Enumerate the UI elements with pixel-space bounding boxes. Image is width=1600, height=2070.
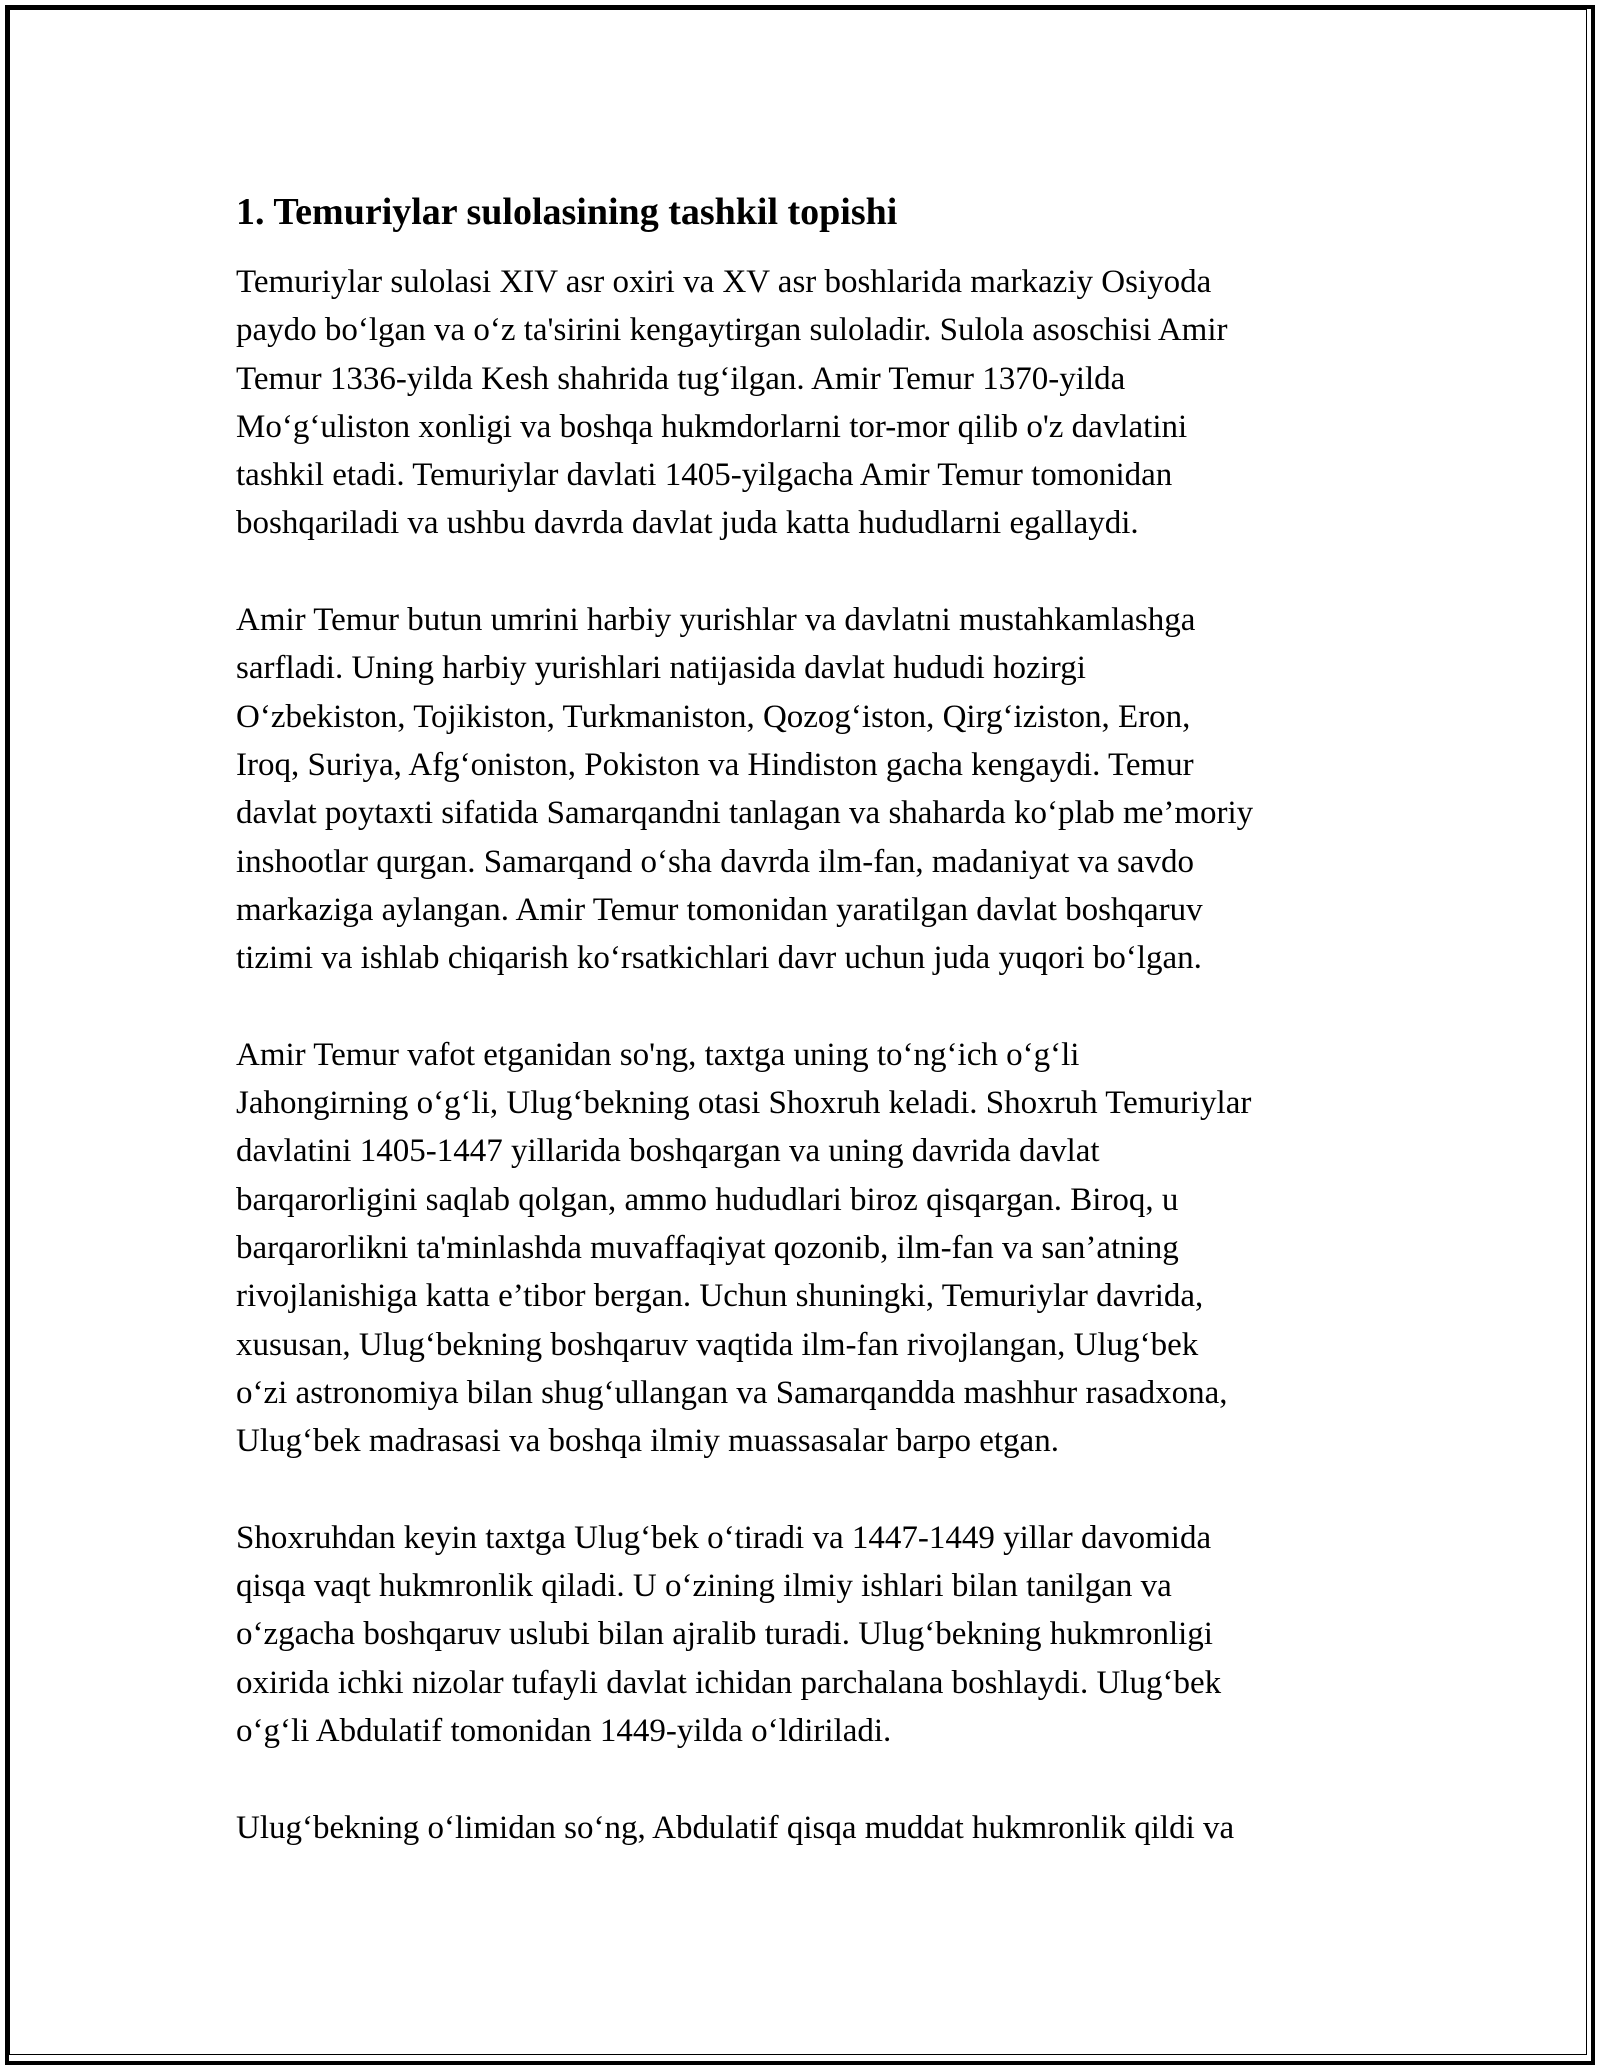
text-line: davlat poytaxti sifatida Samarqandni tanlagan va shaharda ko‘plab me’moriy bbox=[236, 795, 1254, 832]
document-body bbox=[236, 186, 1376, 1900]
text-line: sarfladi. Uning harbiy yurishlari natijasida davlat hududi hozirgi bbox=[236, 650, 1086, 687]
paragraph bbox=[236, 1514, 1376, 1755]
paragraph bbox=[236, 1031, 1376, 1466]
text-line: Ulug‘bek madrasasi va boshqa ilmiy muassasalar barpo etgan. bbox=[236, 1423, 1059, 1460]
text-line: rivojlanishiga katta e’tibor bergan. Uchun shuningki, Temuriylar davrida, bbox=[236, 1278, 1204, 1315]
text-line: Iroq, Suriya, Afg‘oniston, Pokiston va Hindiston gacha kengaydi. Temur bbox=[236, 746, 1194, 783]
paragraph bbox=[236, 596, 1376, 982]
text-line: barqarorligini saqlab qolgan, ammo hududlari biroz qisqargan. Biroq, u bbox=[236, 1181, 1179, 1218]
text-line: Jahongirning o‘g‘li, Ulug‘bekning otasi Shoxruh keladi. Shoxruh Temuriylar bbox=[236, 1085, 1252, 1122]
text-line: markaziga aylangan. Amir Temur tomonidan yaratilgan davlat boshqaruv bbox=[236, 891, 1203, 928]
text-line: barqarorlikni ta'minlashda muvaffaqiyat qozonib, ilm-fan va san’atning bbox=[236, 1229, 1179, 1266]
text-line: tashkil etadi. Temuriylar davlati 1405-yilgacha Amir Temur tomonidan bbox=[236, 457, 1173, 494]
text-line: oxirida ichki nizolar tufayli davlat ichidan parchalana boshlaydi. Ulug‘bek bbox=[236, 1664, 1222, 1701]
paragraph-list bbox=[236, 258, 1376, 1852]
text-line: davlatini 1405-1447 yillarida boshqargan va uning davrida davlat bbox=[236, 1133, 1100, 1170]
text-line: Mo‘g‘uliston xonligi va boshqa hukmdorlarni tor-mor qilib o'z davlatini bbox=[236, 408, 1188, 445]
text-line: inshootlar qurgan. Samarqand o‘sha davrda ilm-fan, madaniyat va savdo bbox=[236, 843, 1194, 880]
text-line: Amir Temur vafot etganidan so'ng, taxtga uning to‘ng‘ich o‘g‘li bbox=[236, 1036, 1080, 1073]
text-line: paydo bo‘lgan va o‘z ta'sirini kengaytirgan suloladir. Sulola asoschisi Amir bbox=[236, 312, 1228, 349]
text-line: O‘zbekiston, Tojikiston, Turkmaniston, Qozog‘iston, Qirg‘iziston, Eron, bbox=[236, 698, 1191, 735]
text-line: boshqariladi va ushbu davrda davlat juda katta hududlarni egallaydi. bbox=[236, 505, 1139, 542]
paragraph bbox=[236, 1804, 1376, 1852]
text-line: Temuriylar sulolasi XIV asr oxiri va XV asr boshlarida markaziy Osiyoda bbox=[236, 264, 1212, 300]
text-line: qisqa vaqt hukmronlik qiladi. U o‘zining ilmiy ishlari bilan tanilgan va bbox=[236, 1568, 1172, 1605]
text-line: o‘zi astronomiya bilan shug‘ullangan va Samarqandda mashhur rasadxona, bbox=[236, 1374, 1228, 1411]
text-line: o‘g‘li Abdulatif tomonidan 1449-yilda o‘ldiriladi. bbox=[236, 1712, 892, 1749]
text-line: Ulug‘bekning o‘limidan so‘ng, Abdulatif qisqa muddat hukmronlik qildi va bbox=[236, 1809, 1235, 1846]
section-heading: 1. Temuriylar sulolasining tashkil topishi bbox=[236, 191, 898, 233]
text-line: tizimi va ishlab chiqarish ko‘rsatkichlari davr uchun juda yuqori bo‘lgan. bbox=[236, 940, 1202, 977]
text-line: Amir Temur butun umrini harbiy yurishlar va davlatni mustahkamlashga bbox=[236, 602, 1196, 639]
text-line: o‘zgacha boshqaruv uslubi bilan ajralib turadi. Ulug‘bekning hukmronligi bbox=[236, 1616, 1213, 1653]
paragraph bbox=[236, 258, 1376, 548]
text-line: Temur 1336-yilda Kesh shahrida tug‘ilgan. Amir Temur 1370-yilda bbox=[236, 360, 1126, 397]
text-line: Shoxruhdan keyin taxtga Ulug‘bek o‘tiradi va 1447-1449 yillar davomida bbox=[236, 1519, 1212, 1556]
text-line: xususan, Ulug‘bekning boshqaruv vaqtida ilm-fan rivojlangan, Ulug‘bek bbox=[236, 1326, 1199, 1363]
